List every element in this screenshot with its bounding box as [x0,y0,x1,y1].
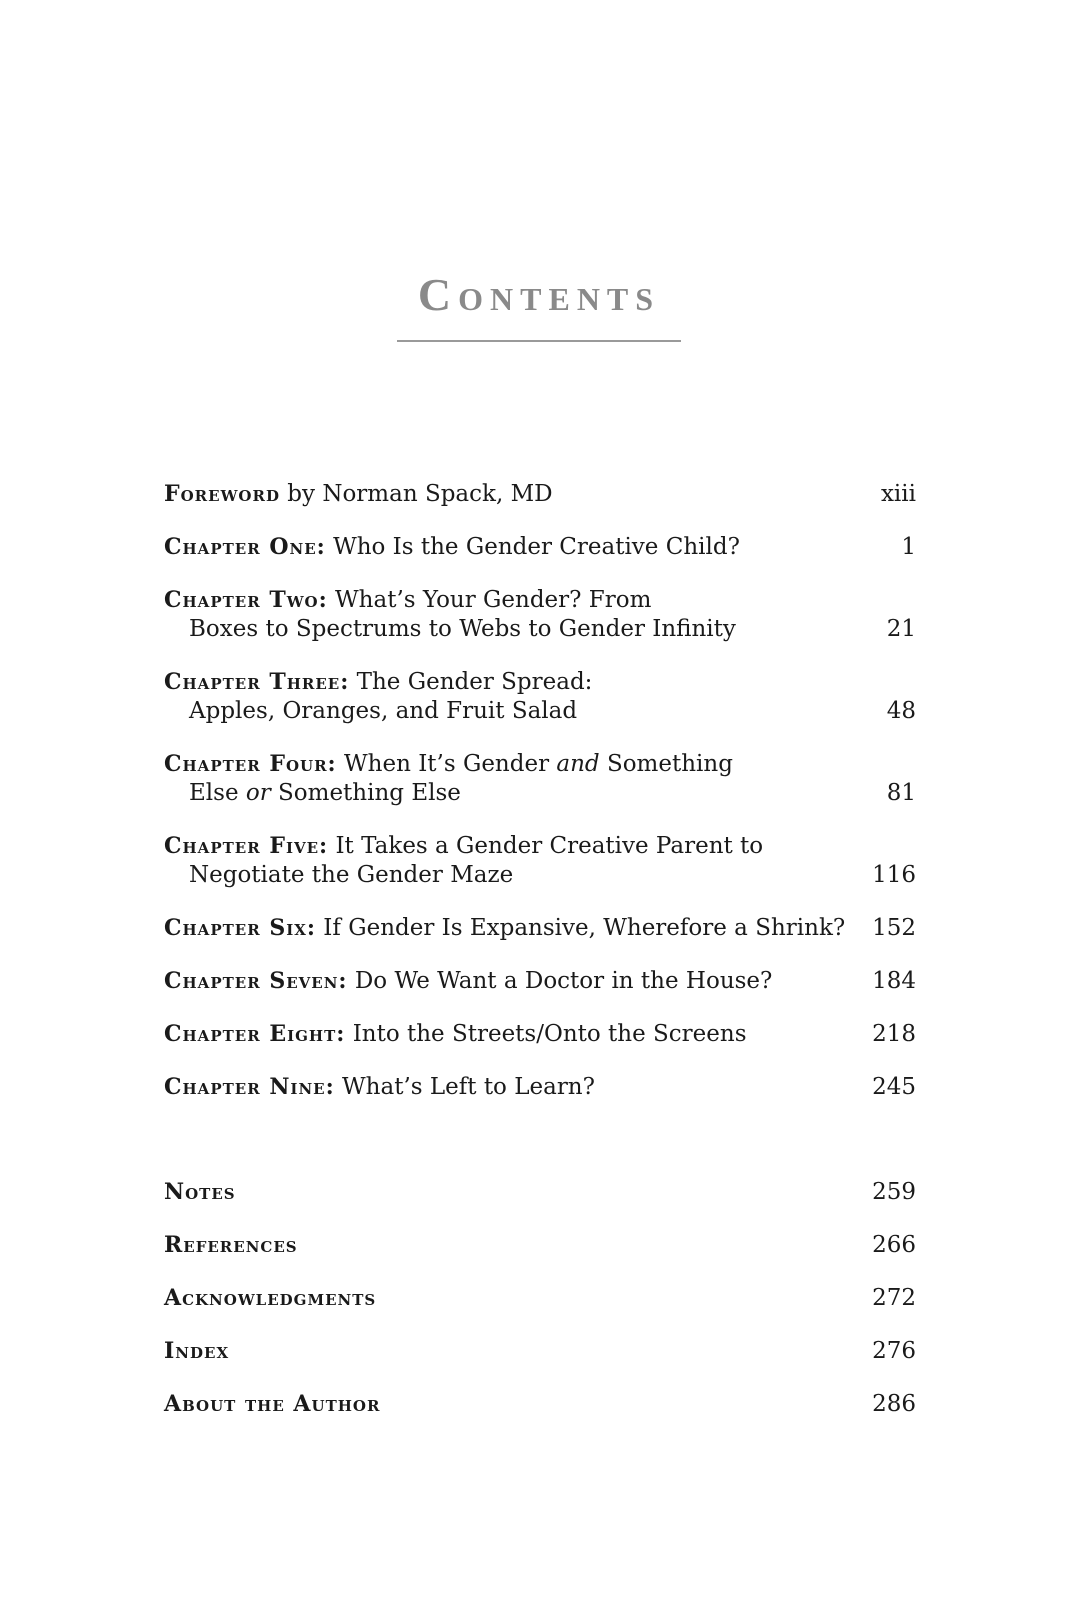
toc-entry-chapter-four[interactable] [164,750,916,808]
toc-entry-chapter-eight[interactable] [164,1020,916,1049]
entry-page-number: 184 [872,968,916,994]
entry-title-continued: Else or Something Else [189,780,461,806]
entry-label: Chapter One: [164,534,326,560]
toc-entry-chapter-nine[interactable] [164,1073,916,1102]
entry-label: Chapter Six: [164,915,316,941]
entry-label: Chapter Four: [164,751,337,777]
toc-entry-chapter-six[interactable] [164,914,916,943]
entry-page-number: 286 [872,1391,916,1417]
entry-title: Who Is the Gender Creative Child? [333,534,740,560]
toc-entry-acknowledgments[interactable] [164,1284,916,1313]
toc-entry-chapter-five[interactable] [164,832,916,890]
entry-title: When It’s Gender and Something [344,751,733,777]
entry-label: Chapter Two: [164,587,328,613]
entry-label: Notes [164,1179,236,1205]
toc-entry-chapter-seven[interactable] [164,967,916,996]
entry-label: Chapter Eight: [164,1021,346,1047]
toc-main-list [164,480,916,1126]
entry-page-number: 21 [886,616,916,642]
entry-page-number: 81 [886,780,916,806]
entry-page-number: 272 [872,1285,916,1311]
entry-label: Acknowledgments [164,1285,377,1311]
entry-title: It Takes a Gender Creative Parent to [335,833,764,859]
entry-title: What’s Left to Learn? [342,1074,595,1100]
entry-label: Chapter Five: [164,833,329,859]
entry-title: If Gender Is Expansive, Wherefore a Shrink? [323,915,846,941]
toc-entry-index[interactable] [164,1337,916,1366]
entry-page-number: 266 [872,1232,916,1258]
entry-page-number: xiii [880,481,916,507]
toc-entry-notes[interactable] [164,1178,916,1207]
entry-title: by Norman Spack, MD [287,481,553,507]
entry-label: Index [164,1338,230,1364]
entry-title: Into the Streets/Onto the Screens [352,1021,747,1047]
entry-title: The Gender Spread: [356,669,593,695]
entry-page-number: 1 [901,534,916,560]
entry-label: Chapter Seven: [164,968,348,994]
entry-page-number: 276 [872,1338,916,1364]
entry-title: Do We Want a Doctor in the House? [354,968,773,994]
page-title: Contents [417,269,661,320]
entry-page-number: 152 [872,915,916,941]
toc-entry-chapter-three[interactable] [164,668,916,726]
entry-page-number: 259 [872,1179,916,1205]
entry-title-continued: Apples, Oranges, and Fruit Salad [189,698,578,724]
entry-label: References [164,1232,298,1258]
toc-entry-foreword[interactable] [164,480,916,509]
entry-page-number: 116 [872,862,916,888]
entry-label: About the Author [164,1391,381,1417]
toc-entry-references[interactable] [164,1231,916,1260]
entry-title-continued: Boxes to Spectrums to Webs to Gender Infinity [189,616,736,642]
entry-label: Chapter Nine: [164,1074,335,1100]
entry-page-number: 245 [872,1074,916,1100]
toc-entry-chapter-one[interactable] [164,533,916,562]
entry-title: What’s Your Gender? From [335,587,652,613]
title-underline [397,340,681,342]
toc-back-matter-list [164,1178,916,1443]
entry-page-number: 48 [886,698,916,724]
entry-title-continued: Negotiate the Gender Maze [189,862,514,888]
entry-label: Chapter Three: [164,669,350,695]
toc-entry-chapter-two[interactable] [164,586,916,644]
entry-label: Foreword [164,481,280,507]
entry-page-number: 218 [872,1021,916,1047]
toc-entry-about-the-author[interactable] [164,1390,916,1419]
